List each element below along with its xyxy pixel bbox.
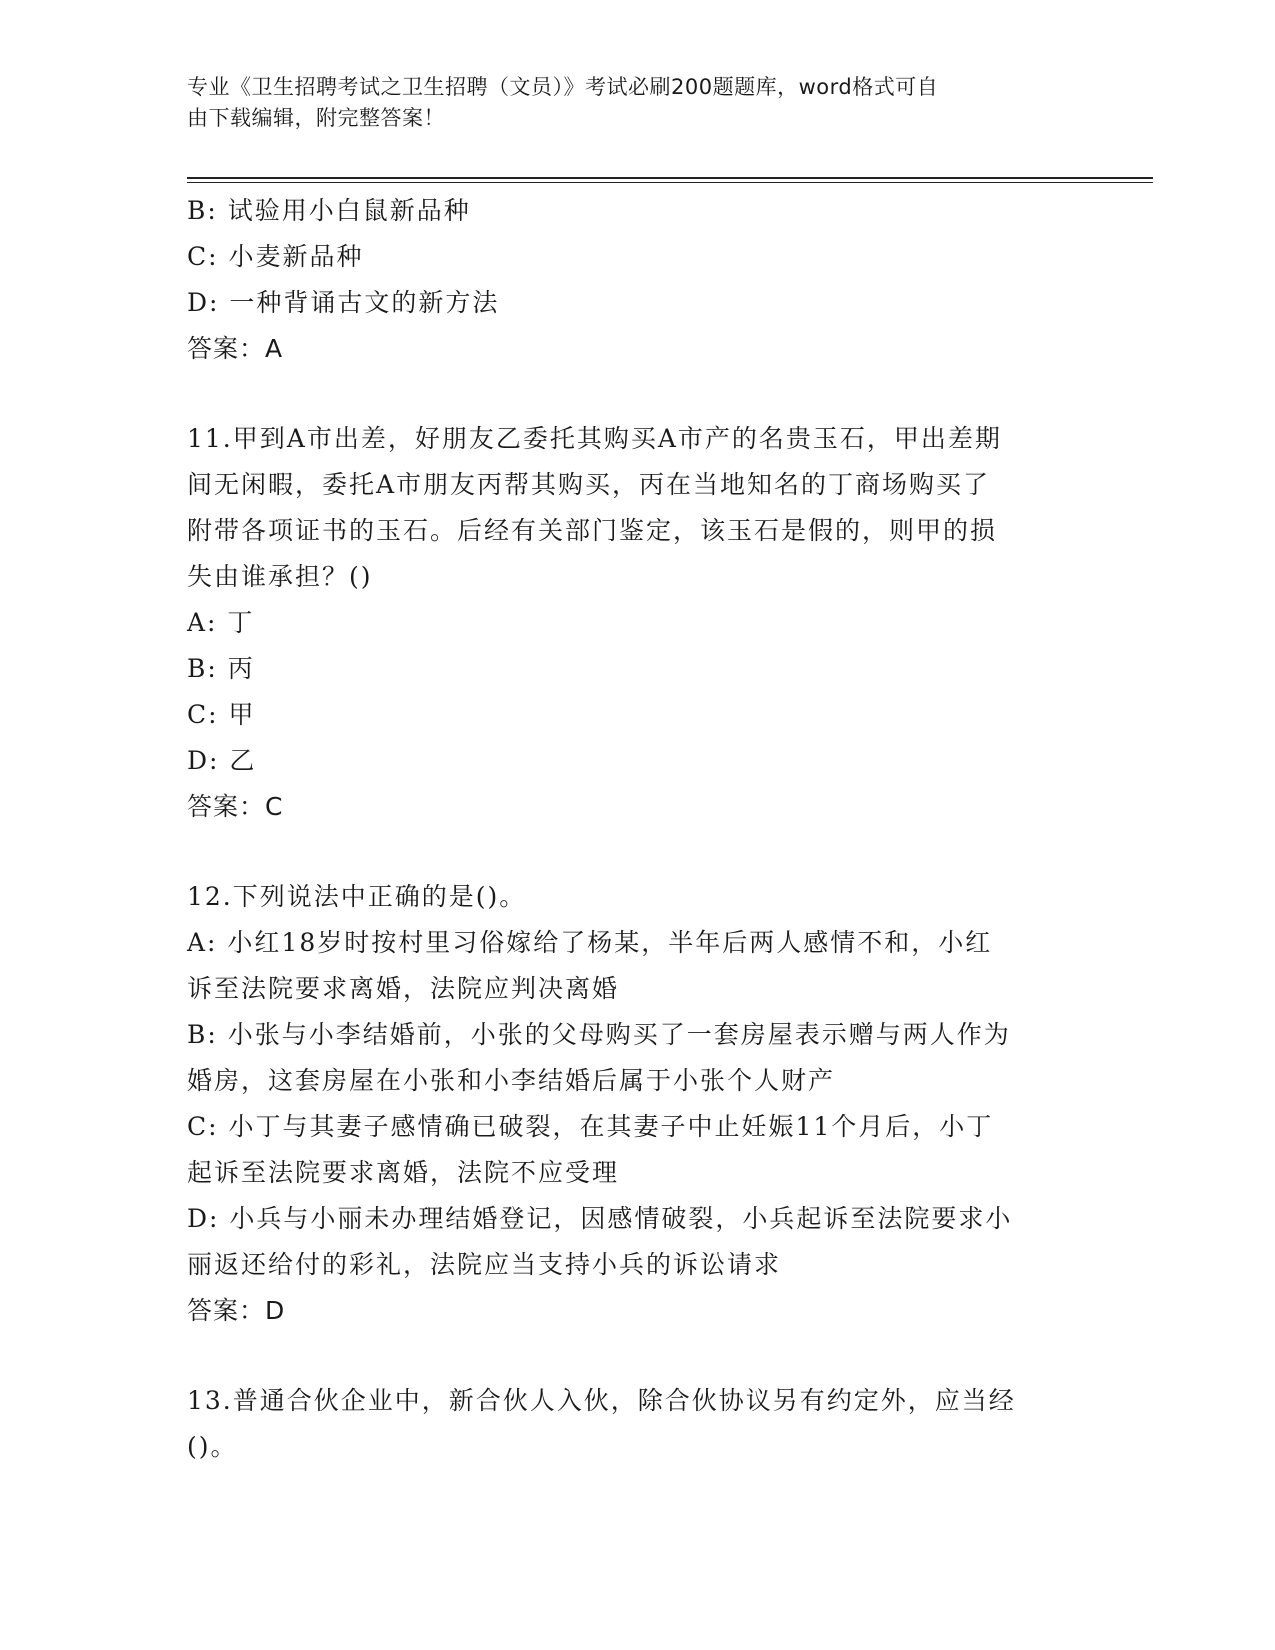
option-c-cont: 起诉至法院要求离婚，法院不应受理 [187, 1158, 620, 1187]
answer-line: 答案：D [187, 1296, 286, 1325]
option-d-cont: 丽返还给付的彩礼，法院应当支持小兵的诉讼请求 [187, 1250, 782, 1279]
option-a: A: 丁 [187, 608, 255, 637]
header-line-1: 专业《卫生招聘考试之卫生招聘（文员）》考试必刷200题题库，word格式可自 [187, 75, 939, 99]
question-11 [187, 416, 1077, 830]
option-c: C: 小丁与其妻子感情确已破裂，在其妻子中止妊娠11个月后，小丁 [187, 1112, 994, 1141]
option-c: C: 甲 [187, 700, 256, 729]
header-line-2: 由下载编辑，附完整答案！ [187, 106, 445, 130]
option-a-cont: 诉至法院要求离婚，法院应判决离婚 [187, 974, 620, 1003]
document-body [187, 188, 1077, 1470]
option-b: B: 丙 [187, 654, 255, 683]
option-d: D: 一种背诵古文的新方法 [187, 288, 500, 317]
option-c: C: 小麦新品种 [187, 242, 364, 271]
question-stem-line: 间无闲暇，委托A市朋友丙帮其购买，丙在当地知名的丁商场购买了 [187, 470, 991, 499]
option-a: A: 小红18岁时按村里习俗嫁给了杨某，半年后两人感情不和，小红 [187, 928, 993, 957]
option-b: B: 小张与小李结婚前，小张的父母购买了一套房屋表示赠与两人作为 [187, 1020, 1011, 1049]
document-header [187, 72, 1067, 134]
answer-line: 答案：C [187, 792, 284, 821]
question-stem-line: 失由谁承担？() [187, 562, 373, 591]
question-stem-line: 13.普通合伙企业中，新合伙人入伙，除合伙协议另有约定外，应当经 [187, 1386, 1016, 1415]
question-10-tail [187, 188, 1077, 372]
question-stem-line: ()。 [187, 1432, 238, 1461]
question-stem-line: 附带各项证书的玉石。后经有关部门鉴定，该玉石是假的，则甲的损 [187, 516, 998, 545]
question-stem-line: 11.甲到A市出差，好朋友乙委托其购买A市产的名贵玉石，甲出差期 [187, 424, 1002, 453]
option-b: B: 试验用小白鼠新品种 [187, 196, 471, 225]
question-12 [187, 874, 1077, 1334]
option-d: D: 乙 [187, 746, 257, 775]
question-13 [187, 1378, 1077, 1470]
option-b-cont: 婚房，这套房屋在小张和小李结婚后属于小张个人财产 [187, 1066, 836, 1095]
header-rule-thick [187, 177, 1153, 179]
answer-line: 答案：A [187, 334, 284, 363]
question-stem-line: 12.下列说法中正确的是()。 [187, 882, 527, 911]
option-d: D: 小兵与小丽未办理结婚登记，因感情破裂，小兵起诉至法院要求小 [187, 1204, 1013, 1233]
header-rule-thin [187, 182, 1153, 183]
